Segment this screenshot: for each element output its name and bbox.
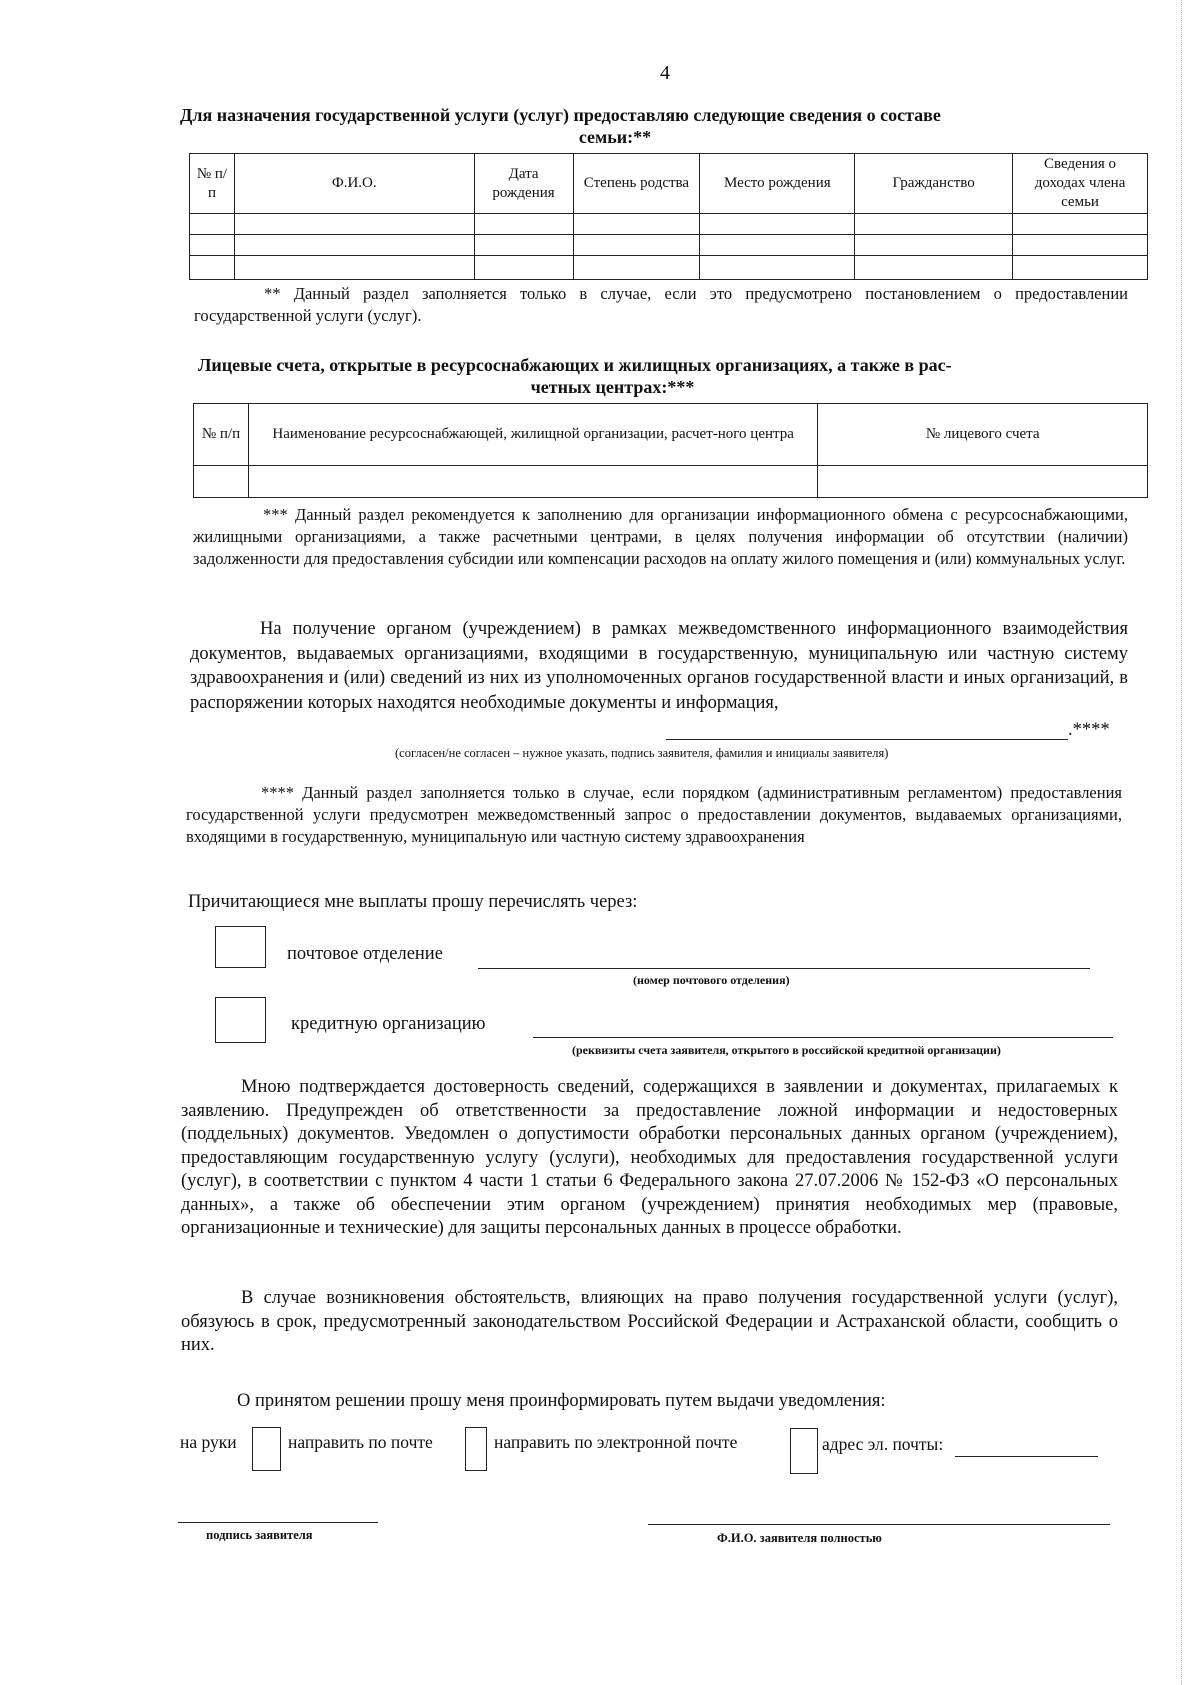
email-address-label: адрес эл. почты: — [822, 1434, 944, 1454]
consent-footnote: **** Данный раздел заполняется только в случае, если порядком (административным регламентом) предоставления государственной услуги предусмотрен межведомственный запрос о предоставлении документов, выдаваемых организациями, входящими в государственную, муниципальную или частную систему здравоохранения — [186, 783, 1122, 846]
consent-text: На получение органом (учреждением) в рамках межведомственного информационного взаимодействия документов, выдаваемых организациями, входящими в государственную, муниципальную или частную систему здравоохранения и (или) сведений из них из уполномоченных органов государственной власти и иных организаций, в распоряжении которых находятся необходимые документы и информация, — [190, 619, 1128, 713]
credit-org-details-field[interactable] — [533, 1037, 1113, 1038]
col-citizenship: Гражданство — [855, 154, 1013, 214]
applicant-name-label: Ф.И.О. заявителя полностью — [717, 1531, 882, 1545]
consent-hint: (согласен/не согласен – нужное указать, подпись заявителя, фамилия и инициалы заявителя) — [395, 746, 889, 760]
col-number: № п/п — [194, 404, 249, 466]
obligation-paragraph: В случае возникновения обстоятельств, влияющих на право получения государственной услуги (услуг), обязуюсь в срок, предусмотренный законодательством Российской Федерации и Астраханской области, сообщить о них. — [181, 1288, 1118, 1355]
col-account-number: № лицевого счета — [818, 404, 1148, 466]
consent-paragraph — [190, 617, 1128, 715]
family-heading-line1: Для назначения государственной услуги (услуг) предоставляю следующие сведения о составе — [180, 105, 941, 125]
page-number: 4 — [660, 62, 670, 84]
family-table-header — [190, 154, 1148, 214]
notify-email-checkbox[interactable] — [790, 1428, 818, 1474]
post-office-label: почтовое отделение — [287, 944, 443, 964]
col-number: № п/п — [190, 154, 235, 214]
notify-email-label: направить по электронной почте — [494, 1432, 738, 1452]
credit-org-hint: (реквизиты счета заявителя, открытого в российской кредитной организации) — [572, 1043, 1001, 1057]
accounts-footnote: *** Данный раздел рекомендуется к заполнению для организации информационного обмена с ресурсоснабжающими, жилищными организациями, а также расчетными центрами, в целях получения информации об отсутствии (наличии) задолженности для предоставления субсидии или компенсации расходов на оплату жилого помещения и (или) коммунальных услуг. — [193, 505, 1128, 568]
table-row[interactable] — [190, 214, 1148, 235]
post-office-hint: (номер почтового отделения) — [633, 973, 790, 987]
applicant-signature-label: подпись заявителя — [206, 1528, 313, 1542]
col-birth-date: Дата рождения — [474, 154, 573, 214]
family-heading-line2: семьи:** — [578, 127, 652, 147]
email-address-field[interactable] — [955, 1456, 1098, 1457]
family-table — [189, 153, 1148, 280]
post-office-number-field[interactable] — [478, 968, 1090, 969]
notification-intro: О принятом решении прошу меня проинформировать путем выдачи уведомления: — [237, 1391, 886, 1411]
applicant-name-line[interactable] — [648, 1524, 1110, 1525]
table-row[interactable] — [190, 235, 1148, 256]
credit-org-checkbox[interactable] — [215, 997, 266, 1043]
accounts-heading-line1: Лицевые счета, открытые в ресурсоснабжающих и жилищных организациях, а также в рас- — [198, 355, 952, 375]
accounts-heading-line2: четных центрах:*** — [530, 377, 695, 397]
col-org-name: Наименование ресурсоснабжающей, жилищной организации, расчет-ного центра — [248, 404, 817, 466]
confirmation-paragraph: Мною подтверждается достоверность сведений, содержащихся в заявлении и документах, прилагаемых к заявлению. Предупрежден об ответственности за предоставление ложной информации и недостоверных (поддельных) документов. Уведомлен о допустимости обработки персональных данных органом (учреждением), предоставляющим государственную услугу (услуги), необходимых для предоставления государственной услуги (услуг), в соответствии с пунктом 4 части 1 статьи 6 Федерального закона 27.07.2006 № 152-ФЗ «О персональных данных», а также об обеспечении этим органом (учреждением) принятия необходимых мер (правовые, организационные и технические) для защиты персональных данных в процессе обработки. — [181, 1077, 1118, 1238]
col-fio: Ф.И.О. — [234, 154, 474, 214]
table-row[interactable] — [194, 466, 1148, 498]
payments-intro: Причитающиеся мне выплаты прошу перечислять через: — [188, 892, 638, 912]
family-footnote: ** Данный раздел заполняется только в случае, если это предусмотрено постановлением о предоставлении государственной услуги (услуг). — [194, 284, 1128, 325]
notify-post-checkbox[interactable] — [465, 1427, 487, 1471]
accounts-table — [193, 403, 1148, 498]
notify-post-label: направить по почте — [288, 1432, 433, 1452]
accounts-table-header — [194, 404, 1148, 466]
consent-mark: .**** — [1068, 720, 1110, 740]
col-birth-place: Место рождения — [700, 154, 855, 214]
applicant-signature-line[interactable] — [178, 1522, 378, 1523]
scan-edge — [1181, 0, 1182, 1685]
credit-org-label: кредитную организацию — [291, 1014, 486, 1034]
col-relation: Степень родства — [573, 154, 700, 214]
consent-answer-line[interactable] — [666, 739, 1068, 740]
table-row[interactable] — [190, 256, 1148, 280]
post-office-checkbox[interactable] — [215, 926, 266, 968]
col-income: Сведения о доходах члена семьи — [1013, 154, 1148, 214]
notify-hand-checkbox[interactable] — [252, 1427, 281, 1471]
notify-hand-label: на руки — [180, 1432, 237, 1452]
